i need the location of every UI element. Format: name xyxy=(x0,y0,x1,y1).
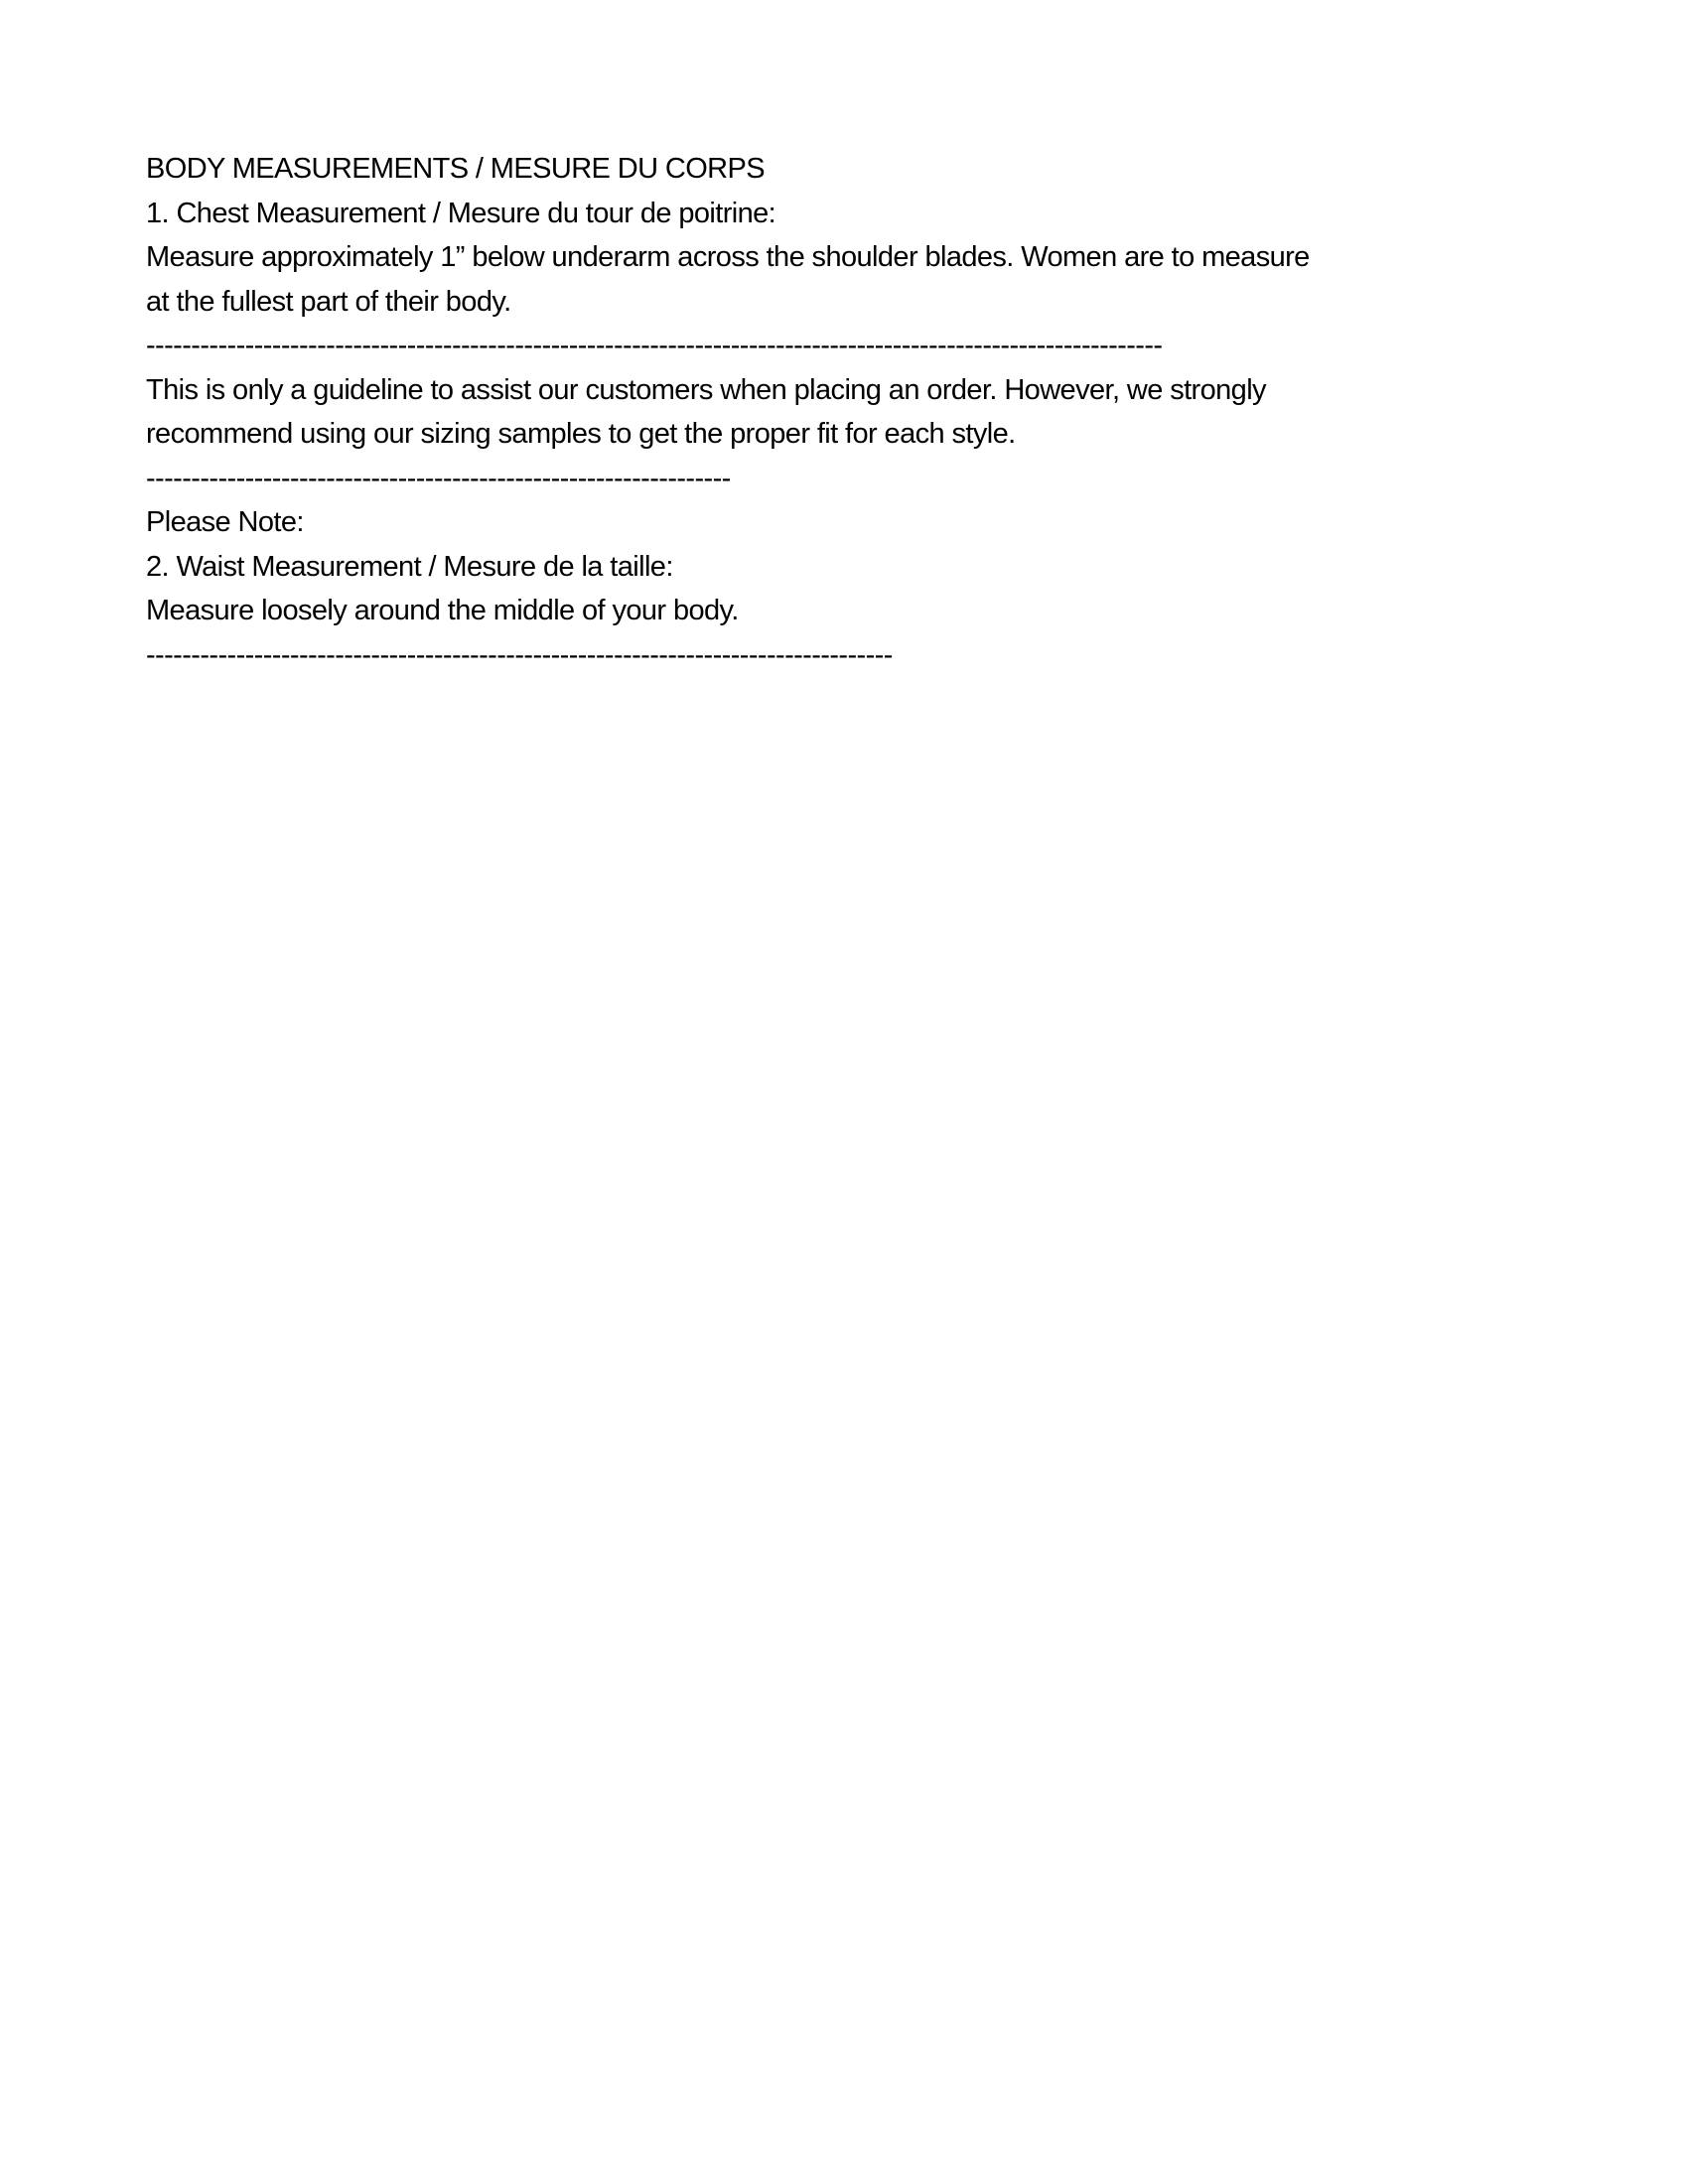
chest-measurement-text-line-2: at the fullest part of their body. xyxy=(146,285,511,318)
guideline-note-line-1: This is only a guideline to assist our customers when placing an order. However, we strongly xyxy=(146,373,1266,406)
waist-measurement-heading: 2. Waist Measurement / Mesure de la taille: xyxy=(146,550,673,583)
divider-line-3: ----------------------------------------------------------------------------------- xyxy=(146,638,893,671)
chest-measurement-heading: 1. Chest Measurement / Mesure du tour de poitrine: xyxy=(146,197,776,229)
please-note-label: Please Note: xyxy=(146,506,304,538)
chest-measurement-text-line-1: Measure approximately 1” below underarm across the shoulder blades. Women are to measure xyxy=(146,241,1310,273)
guideline-note-line-2: recommend using our sizing samples to get the proper fit for each style. xyxy=(146,418,1016,450)
doc-title: BODY MEASUREMENTS / MESURE DU CORPS xyxy=(146,153,766,185)
divider-line-2: ----------------------------------------------------------------- xyxy=(146,462,731,494)
waist-measurement-text: Measure loosely around the middle of your body. xyxy=(146,595,739,626)
document-content xyxy=(146,147,1556,677)
divider-line-1: ----------------------------------------------------------------------------------------------------------------- xyxy=(146,330,1163,361)
